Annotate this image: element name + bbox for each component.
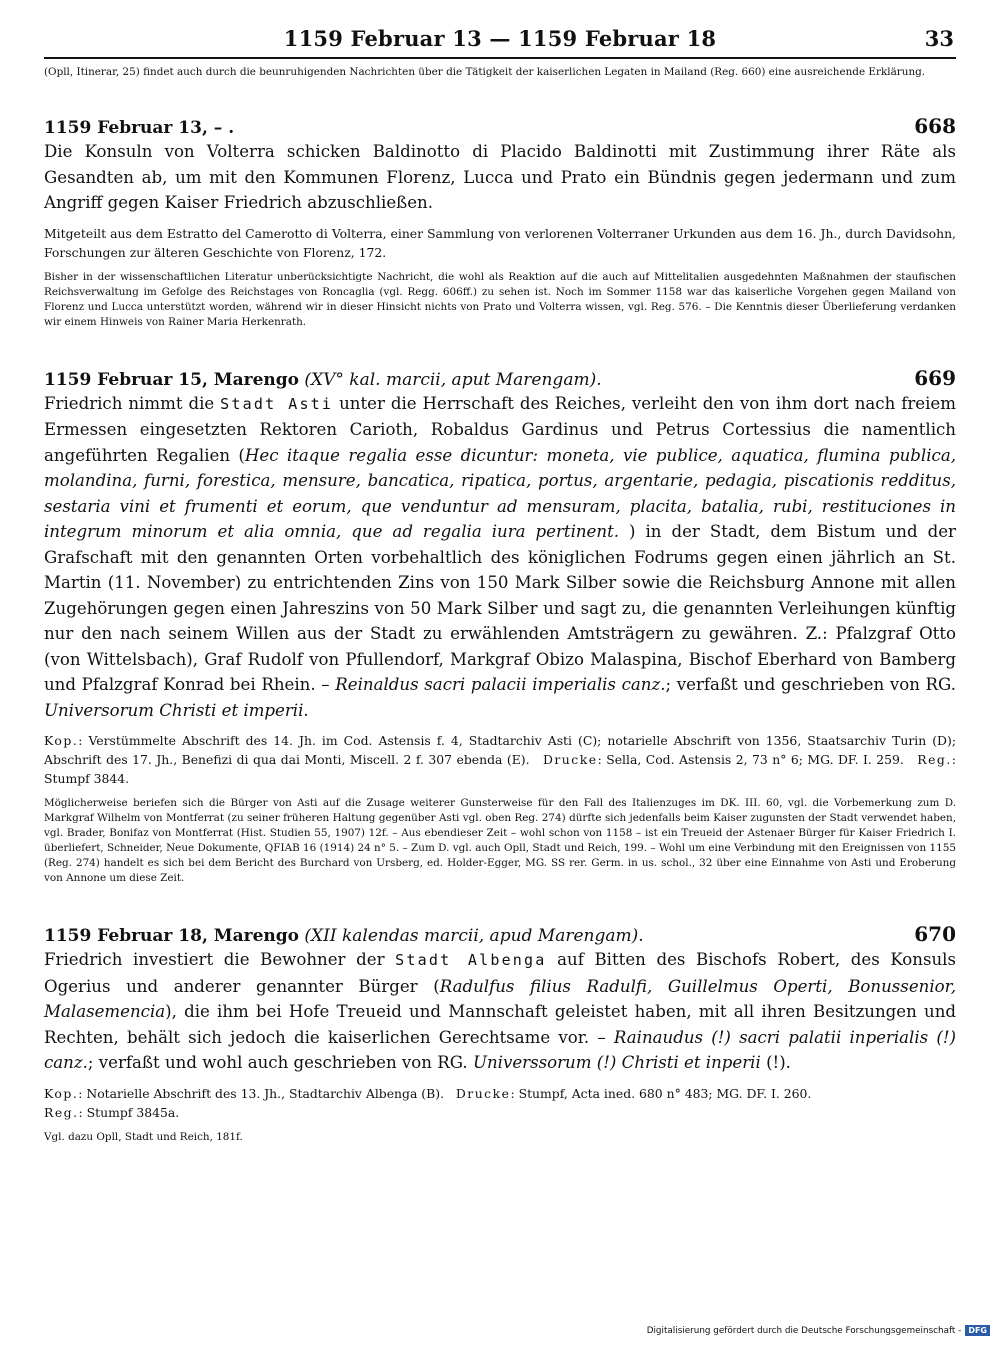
tradition-note: Kop.: Verstümmelte Abschrift des 14. Jh. im Cod. Astensis f. 4, Stadtarchiv Asti (C); notarielle Abschrift von 1356, Staatsarchiv Turin (D); Abschrift des 17. Jh., Benefizi di qua dai Monti, Miscell. 2 f. 307 ebenda (E). Drucke: Sella, Cod. Astensis 2, 73 n° 6; MG. DF. I. 259. Reg.: Stumpf 3844. <box>44 733 956 786</box>
regest-text: Friedrich nimmt die Stadt Asti unter die Herrschaft des Reiches, verleiht den von ihm dort nach freiem Ermessen eingesetzten Rektoren Carioth, Robaldus Gardinus und Petrus Cortessius die namentlich angeführten Regalien (Hec itaque regalia esse dicuntur: moneta, vie publice, aquatica, flumina publica, molandina, furni, forestica, mensure, bancatica, ripatica, portus, argentarie, pedagia, piscationis redditus, sestaria vini et frumenti et eorum, que venduntur ad mensuram, placita, batalia, rubi, restituciones in integrum minorum et alia omnia, que ad regalia iura pertinent. ) in der Stadt, dem Bistum und der Grafschaft mit den genannten Orten vorbehaltlich des königlichen Fodrums gegen einen jährlich an St. Martin (11. November) zu entrichtenden Zins von 150 Mark Silber sowie die Reichsburg Annone mit allen Zugehörungen gegen einen Jahreszins von 50 Mark Silber und sagt zu, die genannten Verleihungen künftig nur den nach seinem Willen aus der Stadt zu erwählenden Amtsträgern zu gewähren. Z.: Pfalzgraf Otto (von Wittelsbach), Graf Rudolf von Pfullendorf, Markgraf Obizo Malaspina, Bischof Eberhard von Bamberg und Pfalzgraf Konrad bei Rhein. – Reinaldus sacri palacii imperialis canz.; verfaßt und geschrieben von RG. Universorum Christi et imperii. <box>44 393 956 720</box>
running-title: 1159 Februar 13 — 1159 Februar 18 <box>283 26 717 51</box>
commentary-note: Möglicherweise beriefen sich die Bürger von Asti auf die Zusage weiterer Gunsterweise für den Fall des Italienzuges im DK. III. 60, vgl. die Vorbemerkung zum D. Markgraf Wilhelm von Montferrat (zu seiner früheren Haltung gegenüber Asti vgl. oben Reg. 274) dürfte sich jedenfalls beim Kaiser zugunsten der Stadt verwendet haben, vgl. Brader, Bonifaz von Montferrat (Hist. Studien 55, 1907) 12f. – Aus ebendieser Zeit – wohl schon von 1158 – ist ein Treueid der Astenaer Bürger für Kaiser Friedrich I. überliefert, Schneider, Neue Dokumente, QFIAB 16 (1914) 24 n° 5. – Zum D. vgl. auch Opll, Stadt und Reich, 199. – Wohl um eine Verbindung mit den Ereignissen von 1155 (Reg. 274) handelt es sich bei dem Bericht des Burchard von Ursberg, ed. Holder-Egger, MG. SS rer. Germ. in us. schol., 32 über eine Einnahme von Asti und Eroberung von Annone um diese Zeit. <box>44 797 956 884</box>
regest-number: 668 <box>914 114 956 138</box>
page-header <box>44 26 956 59</box>
continuation-note: (Opll, Itinerar, 25) findet auch durch die beunruhigenden Nachrichten über die Tätigkeit der kaiserlichen Legaten in Mailand (Reg. 660) eine ausreichende Erklärung. <box>44 66 926 78</box>
regest-heading <box>44 114 956 138</box>
regest-heading <box>44 366 956 390</box>
footer-text: Digitalisierung gefördert durch die Deutsche Forschungsgemeinschaft - <box>646 1325 962 1336</box>
regest-668 <box>44 114 956 330</box>
tradition-note: Mitgeteilt aus dem Estratto del Camerotto di Volterra, einer Sammlung von verlorenen Volterraner Urkunden aus dem 16. Jh., durch Davidsohn, Forschungen zur älteren Geschichte von Florenz, 172. <box>44 225 956 260</box>
funding-footer <box>647 1325 990 1336</box>
tradition-note: Kop.: Notarielle Abschrift des 13. Jh., Stadtarchiv Albenga (B). Drucke: Stumpf, Acta ined. 680 n° 483; MG. DF. I. 260. Reg.: Stumpf 3845a. <box>44 1085 812 1120</box>
regest-date: 1159 Februar 15, Marengo (XV° kal. marcii, aput Marengam). <box>44 369 602 390</box>
page-number: 33 <box>924 26 954 51</box>
latin-quote: Hec itaque regalia esse dicuntur: moneta, vie publice, aquatica, flumina publica, molandina, furni, forestica, mensure, bancatica, ripatica, portus, argentarie, pedagia, piscationis redditus, sestaria vini et frumenti et eorum, que venduntur ad mensuram, placita, batalia, rubi, restituciones in integrum minorum et alia omnia, que ad regalia iura pertinent. <box>44 445 956 541</box>
latin-quote: Radulfus filius Radulfi, Guillelmus Operti, Bonussenior, Malasemencia <box>44 976 957 1021</box>
regest-669 <box>44 366 956 887</box>
regest-number: 669 <box>914 365 956 390</box>
regest-670 <box>44 922 956 1145</box>
dfg-logo: DFG <box>965 1325 990 1336</box>
regest-heading <box>44 922 956 946</box>
commentary-note: Vgl. dazu Opll, Stadt und Reich, 181f. <box>44 1130 243 1143</box>
spaced-name: Stadt Asti <box>220 394 334 413</box>
regest-text: Friedrich investiert die Bewohner der Stadt Albenga auf Bitten des Bischofs Robert, des Konsuls Ogerius und anderer genannter Bürger (Radulfus filius Radulfi, Guillelmus Operti, Bonussenior, Malasemencia), die ihm bei Hofe Treueid und Mannschaft geleistet haben, mit all ihren Besitzungen und Rechten, behält sich jedoch die kaiserlichen Gerechtsame vor. – Rainaudus (!) sacri palatii inperialis (!) canz.; verfaßt und wohl auch geschrieben von RG. Universsorum (!) Christi et inperii (!). <box>44 950 957 1072</box>
commentary-note: Bisher in der wissenschaftlichen Literatur unberücksichtigte Nachricht, die wohl als Reaktion auf die auch auf Mittelitalien ausgedehnten Maßnahmen der staufischen Reichsverwaltung im Gefolge des Reichstages von Roncaglia (vgl. Regg. 606ff.) zu sehen ist. Noch im Sommer 1158 war das kaiserliche Vorgehen gegen Mailand von Florenz und Lucca unterstützt worden, während wir in dieser Hinsicht nichts von Prato und Volterra wissen, vgl. Reg. 576. – Die Kenntnis dieser Überlieferung verdanken wir einem Hinweis von Rainer Maria Herkenrath. <box>44 270 956 328</box>
regest-date: 1159 Februar 18, Marengo (XII kalendas marcii, apud Marengam). <box>44 926 644 946</box>
regest-number: 670 <box>914 922 956 946</box>
document-page <box>44 26 956 1145</box>
regest-text: Die Konsuln von Volterra schicken Baldinotto di Placido Baldinotti mit Zustimmung ihrer Räte als Gesandten ab, um mit den Kommunen Florenz, Lucca und Prato ein Bündnis gegen jedermann und zum Angriff gegen Kaiser Friedrich abzuschließen. <box>44 142 956 212</box>
spaced-name: Stadt Albenga <box>395 951 547 969</box>
regest-date: 1159 Februar 13, – . <box>44 118 235 138</box>
